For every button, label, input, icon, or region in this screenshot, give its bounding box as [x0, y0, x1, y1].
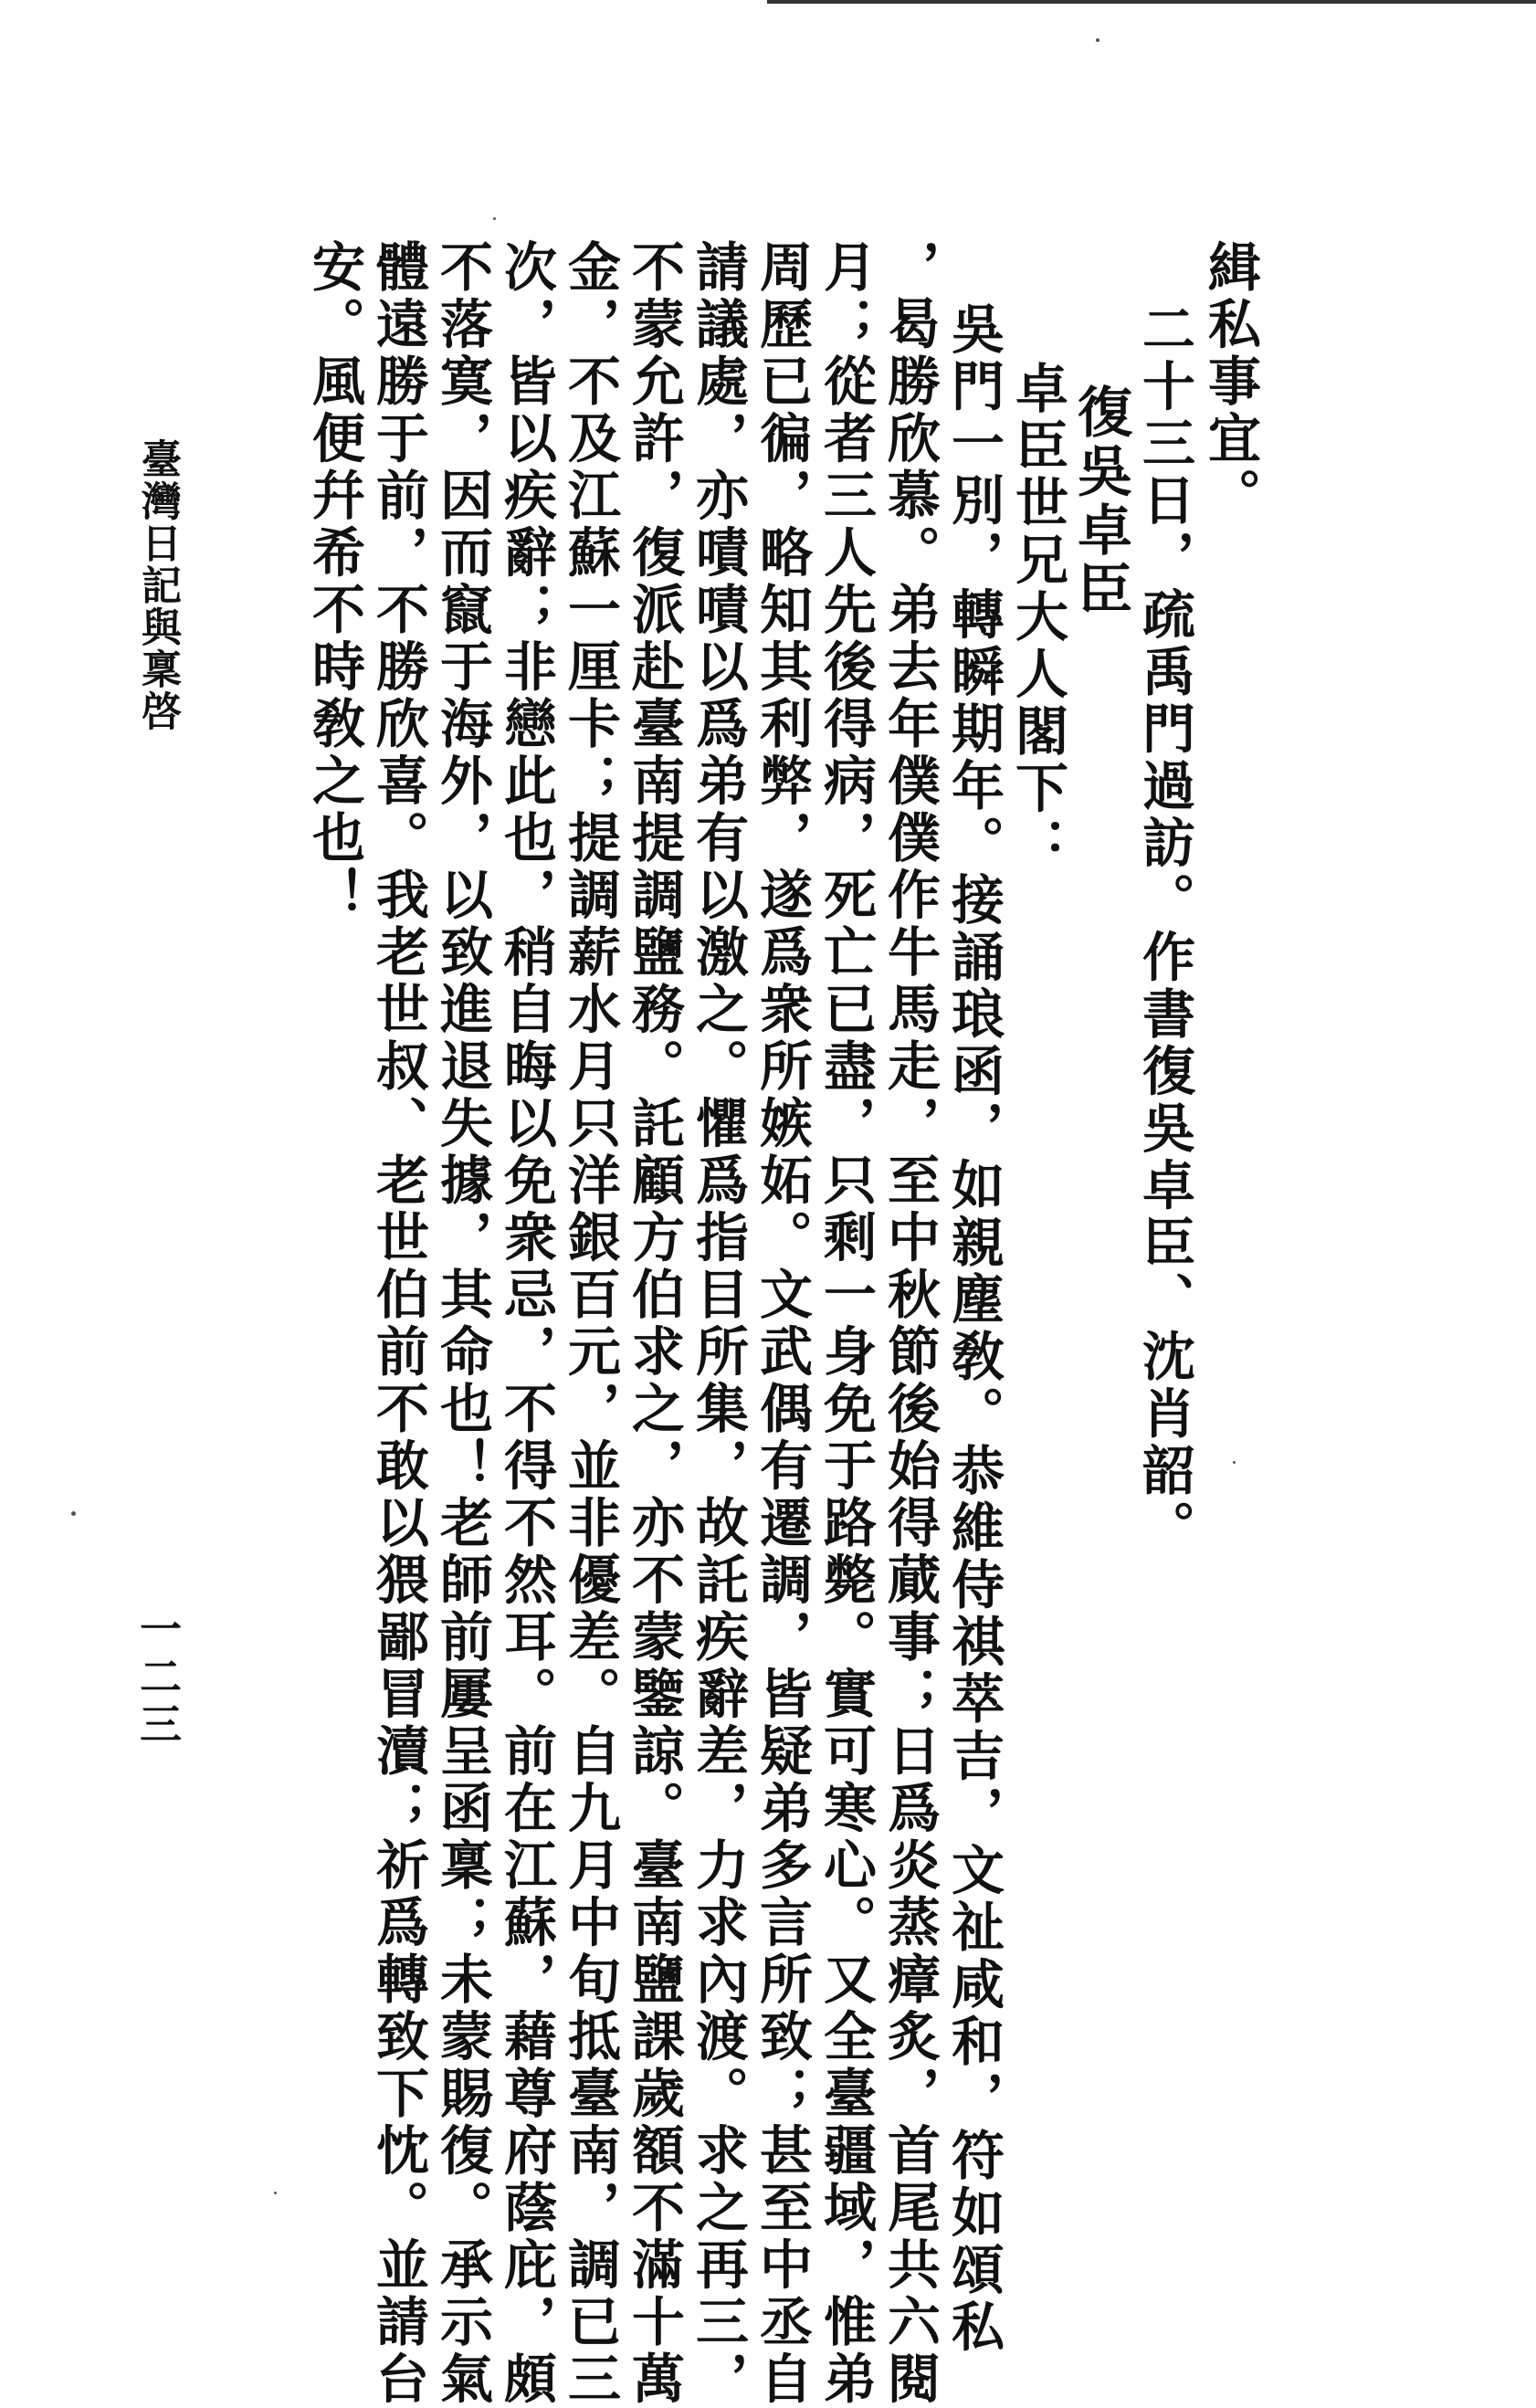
text-column-9: 請議處，亦嘖嘖以爲弟有以激之。懼爲指目所集，故託疾辭差，力求內渡。求之再三，: [687, 239, 749, 2408]
scan-speck: [1096, 38, 1099, 42]
scan-speck: [71, 1511, 76, 1516]
text-column-12: 次，皆以疾辭；非戀此也，稍自晦以免衆忌，不得不然耳。前在江蘇，藉尊府蔭庇，頗: [495, 239, 557, 2408]
scan-speck: [274, 2192, 277, 2194]
text-column-10: 不蒙允許，復派赴臺南提調鹽務。託顧方伯求之，亦不蒙鑒諒。臺南鹽課歲額不滿十萬: [623, 239, 685, 2408]
text-column-11: 金，不及江蘇一厘卡；提調薪水月只洋銀百元，並非優差。自九月中旬抵臺南，調已三: [559, 239, 621, 2408]
text-column-15: 安。風便幷希不時敎之也！: [303, 239, 365, 924]
text-column-5: 吳門一別，轉瞬期年。接誦琅函，如親塵敎。恭維侍祺萃吉，文祉咸和，符如頌私: [942, 301, 1005, 2356]
scan-speck: [1233, 1461, 1236, 1464]
text-column-7: 月；從者三人先後得病，死亡已盡，只剩一身免于路斃。實可寒心。又全臺疆域，惟弟: [815, 239, 877, 2408]
text-column-1: 緝私事宜。: [1199, 239, 1261, 525]
page-number: 一二三: [133, 1607, 183, 1750]
running-title: 臺灣日記與稟啓: [134, 438, 181, 732]
text-column-13: 不落寞，因而竄于海外，以致進退失據，其命也！老師前屢呈函稟；未蒙賜復。承示氣: [431, 239, 493, 2408]
text-column-2: 二十三日，疏禹門過訪。作書復吳卓臣、沈肖韶。: [1133, 301, 1195, 1557]
salutation: 卓臣世兄大人閣下：: [1006, 361, 1068, 875]
top-rule: [767, 0, 1536, 4]
letter-heading: 復吳卓臣: [1068, 384, 1132, 619]
text-column-6: ，曷勝欣慕。弟去年僕僕作牛馬走，至中秋節後始得蕆事；日爲炎蒸瘴炙，首尾共六閱: [878, 239, 941, 2408]
text-column-14: 體遠勝于前，不勝欣喜。我老世叔、老世伯前不敢以猥鄙冒瀆；祈爲轉致下忱。並請台: [367, 239, 429, 2408]
scan-speck: [493, 217, 496, 220]
text-column-8: 周歷已徧，略知其利弊，遂爲衆所嫉妬。文武偶有遷調，皆疑弟多言所致；甚至中丞自: [751, 239, 813, 2408]
